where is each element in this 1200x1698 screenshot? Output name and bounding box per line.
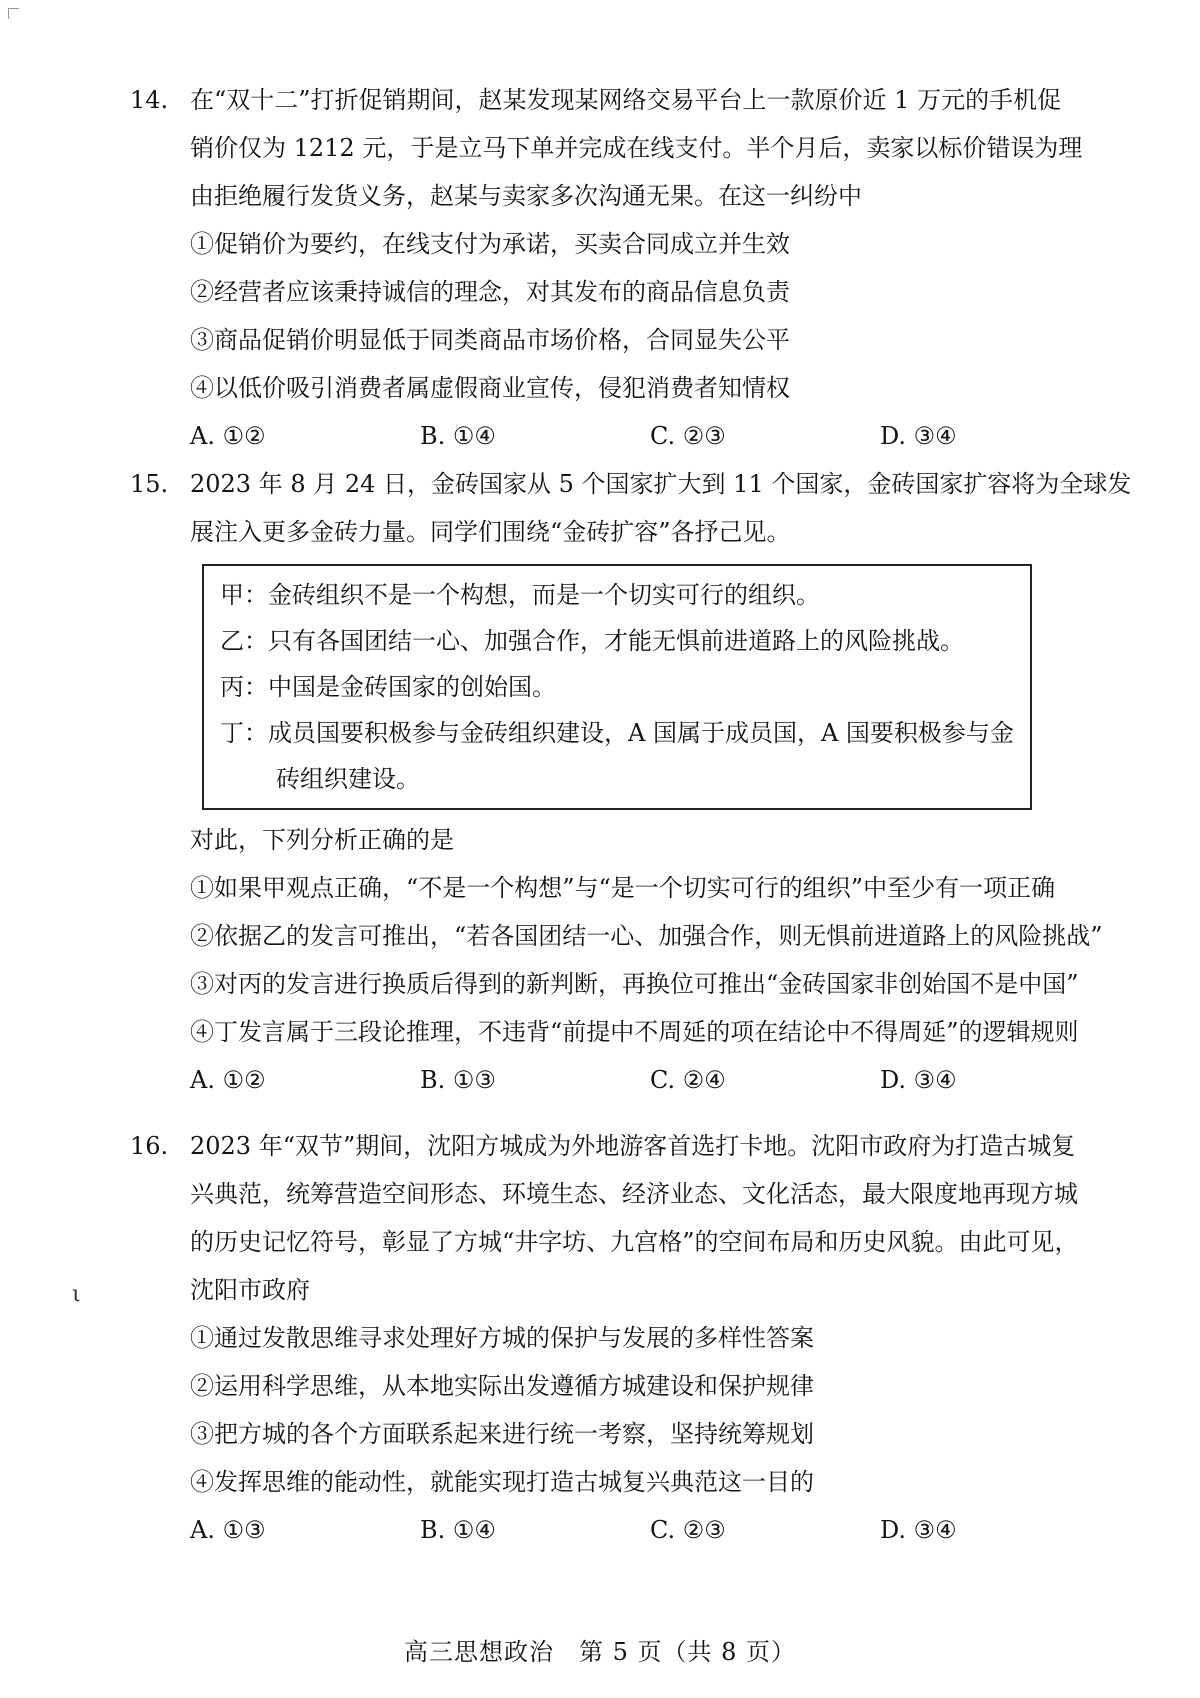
answer-choices — [130, 1506, 1110, 1554]
question-14 — [130, 76, 1110, 460]
question-stem-line: 16. 2023 年“双节”期间，沈阳方城成为外地游客首选打卡地。沈阳市政府为打造古城复 — [130, 1122, 1110, 1170]
opinion-yi: 乙：只有各国团结一心、加强合作，才能无惧前进道路上的风险挑战。 — [220, 627, 964, 655]
answer-choice-b: B. ①④ — [420, 1516, 496, 1544]
statement-option: ③商品促销价明显低于同类商品市场价格，合同显失公平 — [190, 326, 790, 354]
question-stem-line: 14. 在“双十二”打折促销期间，赵某发现某网络交易平台上一款原价近 1 万元的手机促 — [130, 76, 1110, 124]
opinion-jia: 甲：金砖组织不是一个构想，而是一个切实可行的组织。 — [220, 581, 820, 609]
answer-choice-a: A. ①② — [190, 422, 266, 450]
statement-option: ①促销价为要约，在线支付为承诺，买卖合同成立并生效 — [190, 230, 790, 258]
answer-choice-d: D. ③④ — [880, 422, 957, 450]
statement-option: ②运用科学思维，从本地实际出发遵循方城建设和保护规律 — [190, 1372, 814, 1400]
statement-option: ③对丙的发言进行换质后得到的新判断，再换位可推出“金砖国家非创始国不是中国” — [190, 970, 1079, 998]
opinion-ding-continued: 砖组织建设。 — [276, 765, 420, 793]
answer-choices — [130, 412, 1110, 460]
answer-choice-a: A. ①② — [190, 1066, 266, 1094]
statement-option: ③把方城的各个方面联系起来进行统一考察，坚持统筹规划 — [190, 1420, 814, 1448]
question-stem-line: 的历史记忆符号，彰显了方城“井字坊、九宫格”的空间布局和历史风貌。由此可见， — [190, 1228, 1079, 1256]
answer-choice-c: C. ②③ — [650, 1516, 726, 1544]
opinion-ding: 丁：成员国要积极参与金砖组织建设，A 国属于成员国，A 国要积极参与金 — [220, 719, 1014, 747]
question-15 — [130, 460, 1132, 1104]
answer-choice-c: C. ②④ — [650, 1066, 726, 1094]
opinions-box — [202, 564, 1032, 810]
answer-choice-b: B. ①③ — [420, 1066, 496, 1094]
question-number: 14. — [130, 86, 169, 114]
statement-option: ①通过发散思维寻求处理好方城的保护与发展的多样性答案 — [190, 1324, 814, 1352]
question-16 — [130, 1122, 1110, 1554]
answer-choices — [130, 1056, 1110, 1104]
answer-choice-c: C. ②③ — [650, 422, 726, 450]
opinion-bing: 丙：中国是金砖国家的创始国。 — [220, 673, 556, 701]
question-stem-line: 展注入更多金砖力量。同学们围绕“金砖扩容”各抒己见。 — [190, 518, 791, 546]
answer-choice-d: D. ③④ — [880, 1066, 957, 1094]
question-stem-line: 由拒绝履行发货义务，赵某与卖家多次沟通无果。在这一纠纷中 — [190, 182, 862, 210]
question-stem-line: 15. 2023 年 8 月 24 日，金砖国家从 5 个国家扩大到 11 个国家，金砖国家扩容将为全球发 — [130, 460, 1110, 508]
question-number: 15. — [130, 470, 169, 498]
question-stem-line: 沈阳市政府 — [190, 1276, 310, 1304]
page-footer: 高三思想政治 第 5 页（共 8 页） — [403, 1638, 797, 1666]
statement-option: ②依据乙的发言可推出，“若各国团结一心、加强合作，则无惧前进道路上的风险挑战” — [190, 922, 1103, 950]
answer-choice-b: B. ①④ — [420, 422, 496, 450]
scan-corner-mark — [8, 8, 19, 19]
statement-option: ①如果甲观点正确，“不是一个构想”与“是一个切实可行的组织”中至少有一项正确 — [190, 874, 1056, 902]
statement-option: ②经营者应该秉持诚信的理念，对其发布的商品信息负责 — [190, 278, 790, 306]
question-stem-line: 销价仅为 1212 元，于是立马下单并完成在线支付。半个月后，卖家以标价错误为理 — [190, 134, 1083, 162]
answer-choice-d: D. ③④ — [880, 1516, 957, 1544]
statement-option: ④发挥思维的能动性，就能实现打造古城复兴典范这一目的 — [190, 1468, 814, 1496]
question-stem-line: 兴典范，统筹营造空间形态、环境生态、经济业态、文化活态，最大限度地再现方城 — [190, 1180, 1078, 1208]
statement-option: ④以低价吸引消费者属虚假商业宣传，侵犯消费者知情权 — [190, 374, 790, 402]
question-number: 16. — [130, 1132, 169, 1160]
scan-speck: ι — [72, 1282, 81, 1307]
answer-choice-a: A. ①③ — [190, 1516, 266, 1544]
question-prompt: 对此，下列分析正确的是 — [190, 826, 454, 854]
statement-option: ④丁发言属于三段论推理，不违背“前提中不周延的项在结论中不得周延”的逻辑规则 — [190, 1018, 1079, 1046]
